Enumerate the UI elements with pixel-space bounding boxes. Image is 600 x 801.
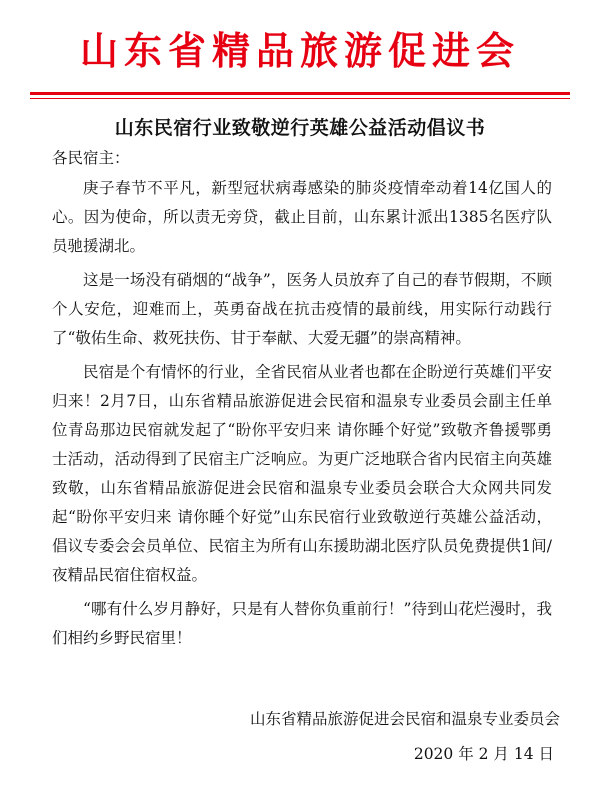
signature-date: 2020 年 2 月 14 日	[413, 745, 554, 763]
document-title: 山东民宿行业致敬逆行英雄公益活动倡议书	[114, 117, 486, 139]
signature: 山东省精品旅游促进会民宿和温泉专业委员会	[249, 710, 560, 728]
salutation: 各民宿主：	[52, 149, 130, 167]
letterhead-org-name: 山东省精品旅游促进会	[79, 29, 520, 73]
letterhead-rule-thick	[30, 92, 570, 95]
paragraph-2: 这是一场没有硝烟的“战争”，医务人员放弃了自己的春节假期，不顾个人安危，迎难而上，英勇奋战在抗击疫情的最前线，用实际行动践行了“敬佑生命、救死扶伤、甘于奉献、大爱无疆”的崇高精神。	[52, 271, 552, 347]
paragraph-1: 庚子春节不平凡，新型冠状病毒感染的肺炎疫情牵动着14亿国人的心。因为使命，所以责无旁贷，截止目前，山东累计派出1385名医疗队员驰援湖北。	[52, 179, 552, 255]
paragraph-4: “哪有什么岁月静好，只是有人替你负重前行！”待到山花烂漫时，我们相约乡野民宿里！	[52, 600, 552, 647]
document-body	[52, 174, 552, 658]
paragraph-3: 民宿是个有情怀的行业，全省民宿从业者也都在企盼逆行英雄们平安归来！2月7日，山东省精品旅游促进会民宿和温泉专业委员会副主任单位青岛那边民宿就发起了“盼你平安归来 请你睡个好觉”致敬齐鲁援鄂勇士活动，活动得到了民宿主广泛响应。为更广泛地联合省内民宿主向英雄致敬，山东省精品旅游促进会民宿和温泉专业委员会联合大众网共同发起“盼你平安归来 请你睡个好觉”山东民宿行业致敬逆行英雄公益活动，倡议专委会会员单位、民宿主为所有山东援助湖北医疗队员免费提供1间/夜精品民宿住宿权益。	[52, 363, 552, 584]
letterhead-rule-thin	[30, 98, 570, 99]
